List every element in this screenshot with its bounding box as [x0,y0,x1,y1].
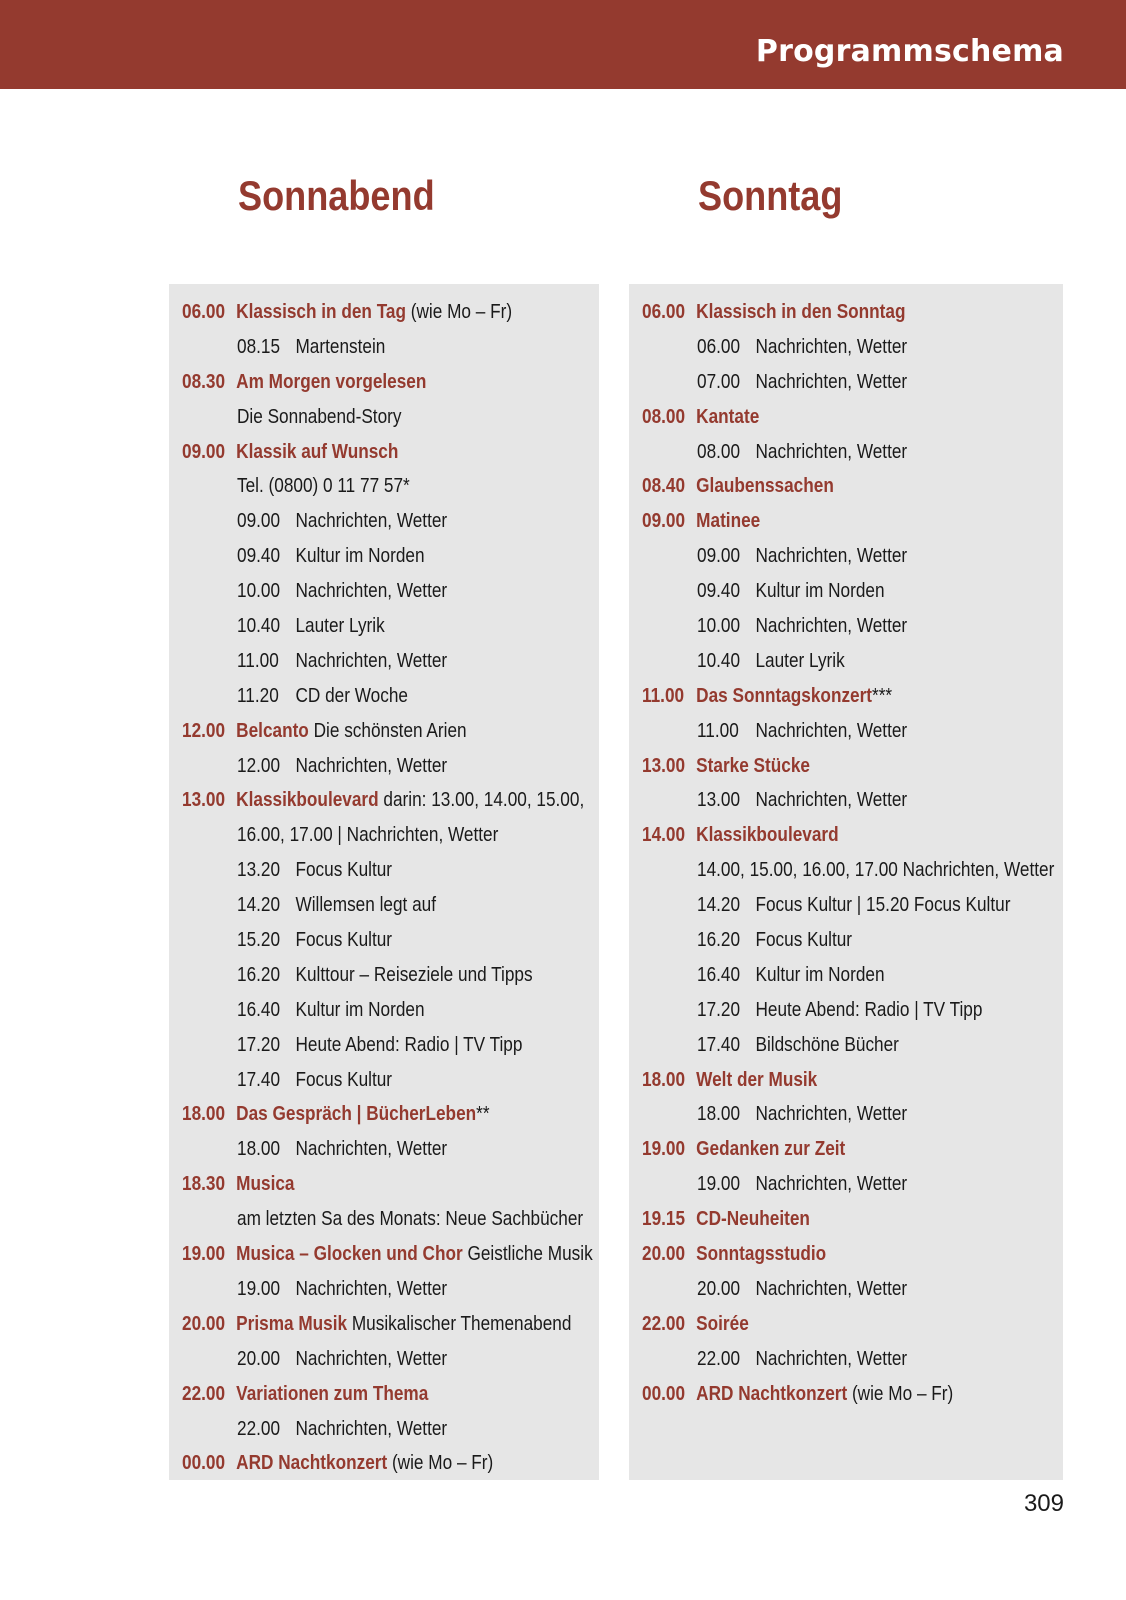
subitem-text: Kulttour – Reiseziele und Tipps [295,963,533,986]
program-subrow [182,400,599,435]
program-time: 22.00 [642,1312,686,1335]
program-subrow [182,958,599,993]
program-subrow [642,888,1063,923]
row-content [642,469,834,504]
program-title: Prisma Musik [236,1312,348,1335]
subitem-text: Die Sonnabend-Story [237,405,402,428]
program-row [182,1446,599,1481]
subitem-time: 19.00 [237,1277,281,1300]
row-content [237,993,425,1028]
program-row [182,714,599,749]
subitem-time: 17.20 [697,998,741,1021]
subitem-text: Nachrichten, Wetter [755,545,908,568]
subitem-text: Nachrichten, Wetter [295,1277,448,1300]
program-note: (wie Mo – Fr) [387,1452,494,1475]
program-subrow [182,853,599,888]
program-subrow [182,609,599,644]
program-note: (wie Mo – Fr) [847,1382,954,1405]
program-row [642,818,1063,853]
row-content [697,853,1054,888]
program-title: Starke Stücke [696,754,810,777]
program-time: 00.00 [642,1382,686,1405]
subitem-time: 17.40 [237,1068,281,1091]
program-subrow [642,958,1063,993]
subitem-time: 09.00 [697,545,741,568]
subitem-time: 11.20 [237,684,279,707]
row-content [182,1377,428,1412]
program-subrow [182,1028,599,1063]
subitem-text: Focus Kultur [295,859,393,882]
program-time: 09.00 [182,440,226,463]
subitem-time: 11.00 [237,649,279,672]
program-title: Gedanken zur Zeit [696,1138,846,1161]
program-row [182,365,599,400]
program-time: 00.00 [182,1452,226,1475]
program-subrow [642,574,1063,609]
subitem-time: 08.00 [697,440,741,463]
subitem-text: Nachrichten, Wetter [295,1138,448,1161]
program-subrow [642,853,1063,888]
subitem-text: Nachrichten, Wetter [755,789,908,812]
subitem-time: 13.20 [237,859,281,882]
program-time: 18.00 [642,1068,686,1091]
program-time: 06.00 [642,301,686,323]
program-subrow [642,330,1063,365]
program-title: Am Morgen vorgelesen [236,370,427,393]
program-title: Klassik auf Wunsch [236,440,399,463]
program-note: Musikalischer Themenabend [347,1312,572,1335]
row-content [237,1028,522,1063]
subitem-time: 17.20 [237,1033,281,1056]
row-content [182,295,512,330]
program-row [642,469,1063,504]
subitem-time: 10.40 [697,649,741,672]
row-content [697,993,982,1028]
program-time: 18.00 [182,1103,226,1126]
row-content [697,574,885,609]
program-title: Matinee [696,510,761,533]
row-content [182,1237,593,1272]
program-subrow [182,1202,599,1237]
row-content [697,644,845,679]
program-row [182,1307,599,1342]
row-content [697,330,907,365]
row-content [237,1063,392,1098]
program-subrow [182,574,599,609]
program-row [182,1167,599,1202]
subitem-text: Nachrichten, Wetter [755,335,908,358]
program-subrow [182,679,599,714]
subitem-text: Nachrichten, Wetter [755,719,908,742]
program-time: 08.30 [182,370,226,393]
subitem-time: 12.00 [237,754,281,777]
row-content [182,714,467,749]
row-content [182,1097,490,1132]
program-time: 19.15 [642,1208,686,1231]
program-subrow [182,1063,599,1098]
subitem-text: Heute Abend: Radio | TV Tipp [755,998,983,1021]
row-content [697,435,907,470]
subitem-time: 22.00 [237,1417,281,1440]
row-content [237,504,447,539]
program-subrow [182,818,599,853]
program-subrow [182,1342,599,1377]
subitem-time: 19.00 [697,1173,741,1196]
program-title: ARD Nachtkonzert [236,1452,388,1475]
program-time: 11.00 [642,684,685,707]
row-content [642,749,810,784]
subitem-time: 14.20 [697,894,741,917]
subitem-time: 15.20 [237,929,281,952]
row-content [642,295,905,330]
program-subrow [182,539,599,574]
program-note: Geistliche Musik [462,1243,593,1266]
program-time: 14.00 [642,824,686,847]
page-number: 309 [1023,1490,1064,1517]
program-title: Klassisch in den Tag [236,301,407,323]
program-note: *** [872,684,893,707]
program-row [642,1202,1063,1237]
program-row [642,400,1063,435]
subitem-text: Nachrichten, Wetter [755,370,908,393]
row-content [237,400,401,435]
row-content [237,1272,447,1307]
program-time: 20.00 [182,1312,226,1335]
row-content [237,853,392,888]
program-subrow [642,1167,1063,1202]
subitem-time: 17.40 [697,1033,741,1056]
program-title: Kantate [696,405,760,428]
row-content [237,1202,583,1237]
row-content [642,1237,826,1272]
row-content [237,469,410,504]
program-title: Soirée [696,1312,749,1335]
row-content [697,365,907,400]
program-title: Sonntagsstudio [696,1243,827,1266]
program-note: ** [476,1103,490,1126]
program-subrow [182,330,599,365]
row-content [237,1412,447,1447]
program-row [642,1237,1063,1272]
row-content [182,435,398,470]
subitem-time: 10.00 [697,615,741,638]
subitem-text: Nachrichten, Wetter [295,510,448,533]
subitem-text: Focus Kultur [295,929,393,952]
program-note: Die schönsten Arien [308,719,467,742]
program-subrow [642,714,1063,749]
row-content [697,1028,899,1063]
program-row [642,1063,1063,1098]
subitem-text: Martenstein [295,335,386,358]
program-subrow [642,783,1063,818]
row-content [697,1272,907,1307]
program-subrow [182,644,599,679]
program-title: Musica – Glocken und Chor [236,1243,463,1266]
program-subrow [182,749,599,784]
row-content [697,539,907,574]
program-subrow [642,1028,1063,1063]
program-subrow [642,1272,1063,1307]
day-title-sonntag: Sonntag [698,172,843,219]
row-content [642,1132,845,1167]
row-content [237,644,447,679]
subitem-time: 20.00 [237,1347,281,1370]
row-content [237,749,447,784]
row-content [182,365,426,400]
program-time: 19.00 [642,1138,686,1161]
program-row [642,1307,1063,1342]
schedule-list [642,295,1063,1412]
program-subrow [642,644,1063,679]
row-content [697,609,907,644]
program-time: 13.00 [642,754,686,777]
subitem-time: 06.00 [697,335,741,358]
program-subrow [642,1342,1063,1377]
schedule-list [182,295,599,1481]
row-content [237,958,533,993]
program-time: 13.00 [182,789,226,812]
program-title: Das Gespräch | BücherLeben [236,1103,477,1126]
program-title: Belcanto [236,719,309,742]
row-content [182,783,584,818]
program-title: Das Sonntagskonzert [696,684,873,707]
row-content [237,818,498,853]
row-content [237,330,385,365]
subitem-text: Nachrichten, Wetter [755,440,908,463]
program-subrow [642,993,1063,1028]
subitem-text: Kultur im Norden [295,545,425,568]
row-content [642,400,759,435]
subitem-text: Willemsen legt auf [295,894,437,917]
row-content [182,1307,571,1342]
program-subrow [642,1097,1063,1132]
program-row [182,1097,599,1132]
subitem-text: Bildschöne Bücher [755,1033,899,1056]
row-content [237,679,408,714]
row-content [697,714,907,749]
program-title: ARD Nachtkonzert [696,1382,848,1405]
program-time: 06.00 [182,301,226,323]
program-note: (wie Mo – Fr) [406,301,513,323]
subitem-text: Kultur im Norden [755,580,885,603]
subitem-text: Nachrichten, Wetter [755,1103,908,1126]
subitem-time: 09.40 [237,545,281,568]
program-subrow [182,1272,599,1307]
program-subrow [182,1412,599,1447]
program-time: 20.00 [642,1243,686,1266]
row-content [642,1063,817,1098]
program-row [182,435,599,470]
program-subrow [182,923,599,958]
row-content [642,1377,953,1412]
program-subrow [642,539,1063,574]
program-time: 19.00 [182,1243,226,1266]
row-content [642,1202,810,1237]
program-subrow [642,435,1063,470]
subitem-time: 18.00 [697,1103,741,1126]
subitem-time: 11.00 [697,719,739,742]
program-title: Glaubenssachen [696,475,834,498]
row-content [237,539,425,574]
subitem-text: am letzten Sa des Monats: Neue Sachbücher [237,1208,584,1231]
subitem-time: 16.40 [237,998,281,1021]
schedule-panel-sonntag [629,284,1063,1480]
subitem-text: Nachrichten, Wetter [295,649,448,672]
program-row [642,749,1063,784]
subitem-text: 14.00, 15.00, 16.00, 17.00 Nachrichten, Wetter [697,859,1055,882]
program-row [642,1132,1063,1167]
program-time: 18.30 [182,1173,226,1196]
program-subrow [642,609,1063,644]
program-row [642,504,1063,539]
row-content [237,574,447,609]
program-row [642,1377,1063,1412]
program-row [642,295,1063,330]
subitem-text: Tel. (0800) 0 11 77 57* [237,475,410,498]
subitem-text: Lauter Lyrik [295,615,385,638]
subitem-text: Heute Abend: Radio | TV Tipp [295,1033,523,1056]
program-row [182,295,599,330]
subitem-time: 08.15 [237,335,281,358]
program-time: 08.40 [642,475,686,498]
row-content [697,1167,907,1202]
subitem-time: 13.00 [697,789,741,812]
program-subrow [182,993,599,1028]
subitem-text: Focus Kultur [755,929,853,952]
program-subrow [642,365,1063,400]
subitem-time: 10.40 [237,615,281,638]
subitem-text: Nachrichten, Wetter [755,615,908,638]
program-subrow [182,469,599,504]
schedule-panel-sonnabend [169,284,599,1480]
program-title: Klassikboulevard [236,789,379,812]
subitem-text: Nachrichten, Wetter [295,580,448,603]
program-subrow [182,1132,599,1167]
row-content [697,1097,907,1132]
subitem-text: Nachrichten, Wetter [295,1347,448,1370]
program-title: Klassisch in den Sonntag [696,301,906,323]
subitem-time: 16.20 [697,929,741,952]
row-content [237,923,392,958]
subitem-text: Nachrichten, Wetter [755,1173,908,1196]
subitem-text: Kultur im Norden [295,998,425,1021]
subitem-time: 09.40 [697,580,741,603]
row-content [697,923,852,958]
row-content [237,1132,447,1167]
row-content [237,888,436,923]
subitem-text: CD der Woche [295,684,408,707]
row-content [642,504,760,539]
row-content [182,1167,294,1202]
subitem-text: Kultur im Norden [755,963,885,986]
subitem-text: 16.00, 17.00 | Nachrichten, Wetter [237,824,499,847]
subitem-text: Nachrichten, Wetter [295,754,448,777]
subitem-time: 18.00 [237,1138,281,1161]
program-subrow [642,923,1063,958]
row-content [642,679,892,714]
header-title: Programmschema [755,34,1064,69]
row-content [697,888,1010,923]
program-row [182,1237,599,1272]
row-content [697,958,885,993]
row-content [182,1446,493,1481]
subitem-time: 14.20 [237,894,281,917]
subitem-time: 07.00 [697,370,741,393]
subitem-time: 16.20 [237,963,281,986]
program-row [642,679,1063,714]
program-subrow [182,888,599,923]
program-row [182,1377,599,1412]
program-time: 08.00 [642,405,686,428]
subitem-time: 10.00 [237,580,281,603]
subitem-time: 20.00 [697,1277,741,1300]
subitem-text: Nachrichten, Wetter [755,1277,908,1300]
row-content [642,818,839,853]
subitem-time: 16.40 [697,963,741,986]
program-time: 09.00 [642,510,686,533]
row-content [237,1342,447,1377]
subitem-time: 09.00 [237,510,281,533]
program-time: 22.00 [182,1382,226,1405]
program-time: 12.00 [182,719,226,742]
row-content [237,609,385,644]
program-title: CD-Neuheiten [696,1208,810,1231]
program-title: Welt der Musik [696,1068,818,1091]
row-content [642,1307,749,1342]
program-subrow [182,504,599,539]
subitem-text: Nachrichten, Wetter [295,1417,448,1440]
subitem-time: 22.00 [697,1347,741,1370]
subitem-text: Nachrichten, Wetter [755,1347,908,1370]
day-title-sonnabend: Sonnabend [238,172,435,219]
subitem-text: Focus Kultur [295,1068,393,1091]
program-title: Musica [236,1173,295,1196]
row-content [697,783,907,818]
subitem-text: Lauter Lyrik [755,649,845,672]
subitem-text: Focus Kultur | 15.20 Focus Kultur [755,894,1011,917]
program-title: Klassikboulevard [696,824,839,847]
program-note: darin: 13.00, 14.00, 15.00, [378,789,585,812]
program-row [182,783,599,818]
program-title: Variationen zum Thema [236,1382,429,1405]
row-content [697,1342,907,1377]
